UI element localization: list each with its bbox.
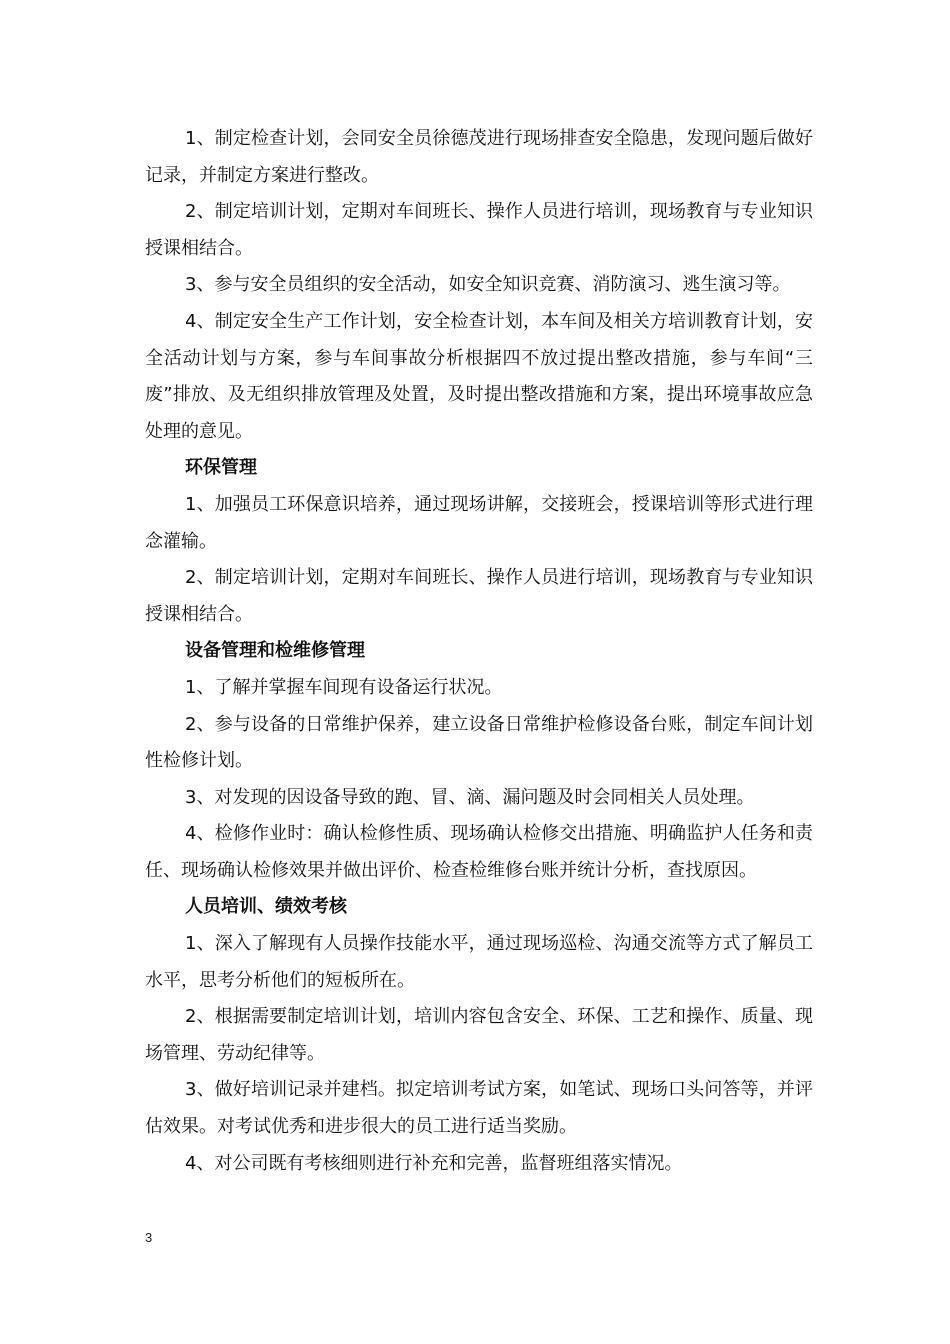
paragraph-training-records: 3、做好培训记录并建档。拟定培训考试方案，如笔试、现场口头问答等，并评估效果。对考试优秀和进步很大的员工进行适当奖励。 bbox=[145, 1079, 813, 1138]
paragraph-safety-activities: 3、参与安全员组织的安全活动，如安全知识竞赛、消防演习、逃生演习等。 bbox=[185, 274, 791, 296]
paragraph-equipment-maintenance: 2、参与设备的日常维护保养，建立设备日常维护检修设备台账，制定车间计划性检修计划。 bbox=[145, 713, 813, 772]
paragraph-staff-skills: 1、深入了解现有人员操作技能水平，通过现场巡检、沟通交流等方式了解员工水平，思考分析他们的短板所在。 bbox=[145, 933, 813, 991]
paragraph-assessment-rules: 4、对公司既有考核细则进行补充和完善，监督班组落实情况。 bbox=[185, 1152, 683, 1174]
section-heading-equipment: 设备管理和检维修管理 bbox=[185, 640, 365, 662]
section-heading-training-assessment: 人员培训、绩效考核 bbox=[185, 896, 347, 918]
paragraph-equipment-leaks: 3、对发现的因设备导致的跑、冒、滴、漏问题及时会同相关人员处理。 bbox=[185, 786, 755, 808]
paragraph-equipment-overhaul: 4、检修作业时：确认检修性质、现场确认检修交出措施、明确监护人任务和责任、现场确认检修效果并做出评价、检查检维修台账并统计分析，查找原因。 bbox=[145, 823, 813, 881]
paragraph-env-training: 2、制定培训计划，定期对车间班长、操作人员进行培训，现场教育与专业知识授课相结合。 bbox=[145, 567, 813, 625]
paragraph-check-plan: 1、制定检查计划，会同安全员徐德茂进行现场排查安全隐患，发现问题后做好记录，并制定方案进行整改。 bbox=[145, 128, 813, 186]
document-body bbox=[145, 121, 813, 1182]
paragraph-env-awareness: 1、加强员工环保意识培养，通过现场讲解，交接班会，授课培训等形式进行理念灌输。 bbox=[145, 493, 813, 552]
page-number: 3 bbox=[145, 1230, 153, 1245]
paragraph-training-plan: 2、制定培训计划，定期对车间班长、操作人员进行培训，现场教育与专业知识授课相结合。 bbox=[145, 201, 813, 259]
section-heading-environmental: 环保管理 bbox=[185, 457, 257, 479]
paragraph-equipment-status: 1、了解并掌握车间现有设备运行状况。 bbox=[185, 676, 503, 698]
paragraph-safety-work-plan: 4、制定安全生产工作计划，安全检查计划，本车间及相关方培训教育计划，安全活动计划与方案，参与车间事故分析根据四不放过提出整改措施，参与车间“三废”排放、及无组织排放管理及处置，及时提出整改措施和方案，提出环境事故应急处理的意见。 bbox=[145, 310, 813, 442]
paragraph-staff-training-plan: 2、根据需要制定培训计划，培训内容包含安全、环保、工艺和操作、质量、现场管理、劳动纪律等。 bbox=[145, 1006, 813, 1064]
